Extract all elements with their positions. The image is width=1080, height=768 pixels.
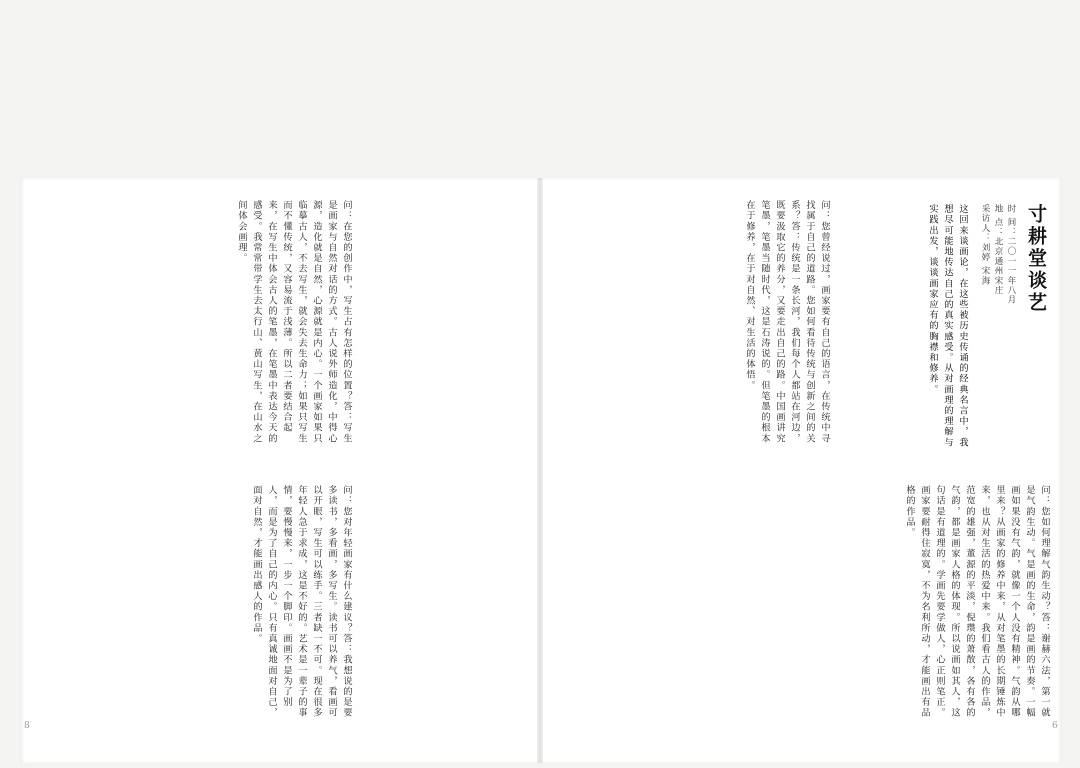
left-bottom-column-block [36,485,354,720]
meta-time: 时 间：二〇一一年八月 [1006,204,1016,305]
right-bottom-text: 问：您如何理解气韵生动？答：谢赫六法，第一就是气韵生动。气是画的生命，韵是画的节奏。一幅画如果没有气韵，就像一个人没有精神。气韵从哪里来？从画家的修养中来，从对笔墨的长期锤炼中来，也从对生活的热爱中来。我们看古人的作品，范宽的雄强，董源的平淡，倪瓒的萧散，各有各的气韵，都是画家人格的体现。所以说画如其人，这句话是有道理的。学画先要学做人，心正则笔正。画家要耐得住寂寞，不为名利所动，才能画出有品格的作品。 [904,485,1050,719]
left-bottom-text: 问：您对年轻画家有什么建议？答：我想说的是要多读书，多看画，多写生。读书可以养气，看画可以开眼，写生可以练手。三者缺一不可。现在很多年轻人急于求成，这是不好的。艺术是一辈子的事情，要慢慢来，一步一个脚印。画画不是为了别人，而是为了自己的内心。只有真诚地面对自己，面对自然，才能画出感人的作品。 [251,485,352,719]
right-top-text: 问：您曾经说过，画家要有自己的语言，在传统中寻找属于自己的道路。您如何看待传统与创新之间的关系？答：传统是一条长河，我们每个人都站在河边，既要汲取它的养分，又要走出自己的路。中国画讲究笔墨，笔墨当随时代，这是石涛说的。但笔墨的根本在于修养，在于对自然、对生活的体悟。 [744,200,830,444]
book-gutter [537,178,543,763]
intro-paragraph: 这回来谈画论，在这些被历史传诵的经典名言中，我想尽可能地传达自己的真实感受。从对画理的理解与实践出发，谈谈画家应有的胸襟和修养。 [927,204,968,448]
right-top-column-block [592,200,832,450]
left-top-text: 问：在您的创作中，写生占有怎样的位置？答：写生是画家与自然对话的方式。古人说外师造化，中得心源，造化就是自然，心源就是内心。一个画家如果只临摹古人，不去写生，就会失去生命力；如果只写生而不懂传统，又容易流于浅薄。所以二者要结合起来，在写生中体会古人的笔墨，在笔墨中表达今天的感受。我常常带学生去太行山、黄山写生，在山水之间体会画理。 [236,200,352,444]
page-number-left: 8 [24,721,30,731]
right-bottom-column-block [592,485,1052,720]
left-top-column-block [36,200,354,450]
page-number-right: 6 [1052,721,1058,731]
article-title: 寸耕堂谈艺 [1025,204,1047,314]
article-header [980,204,1050,444]
meta-place: 地 点：北京通州宋庄 [993,204,1003,296]
meta-interviewer: 采访人：刘婷 宋海 [980,204,990,286]
